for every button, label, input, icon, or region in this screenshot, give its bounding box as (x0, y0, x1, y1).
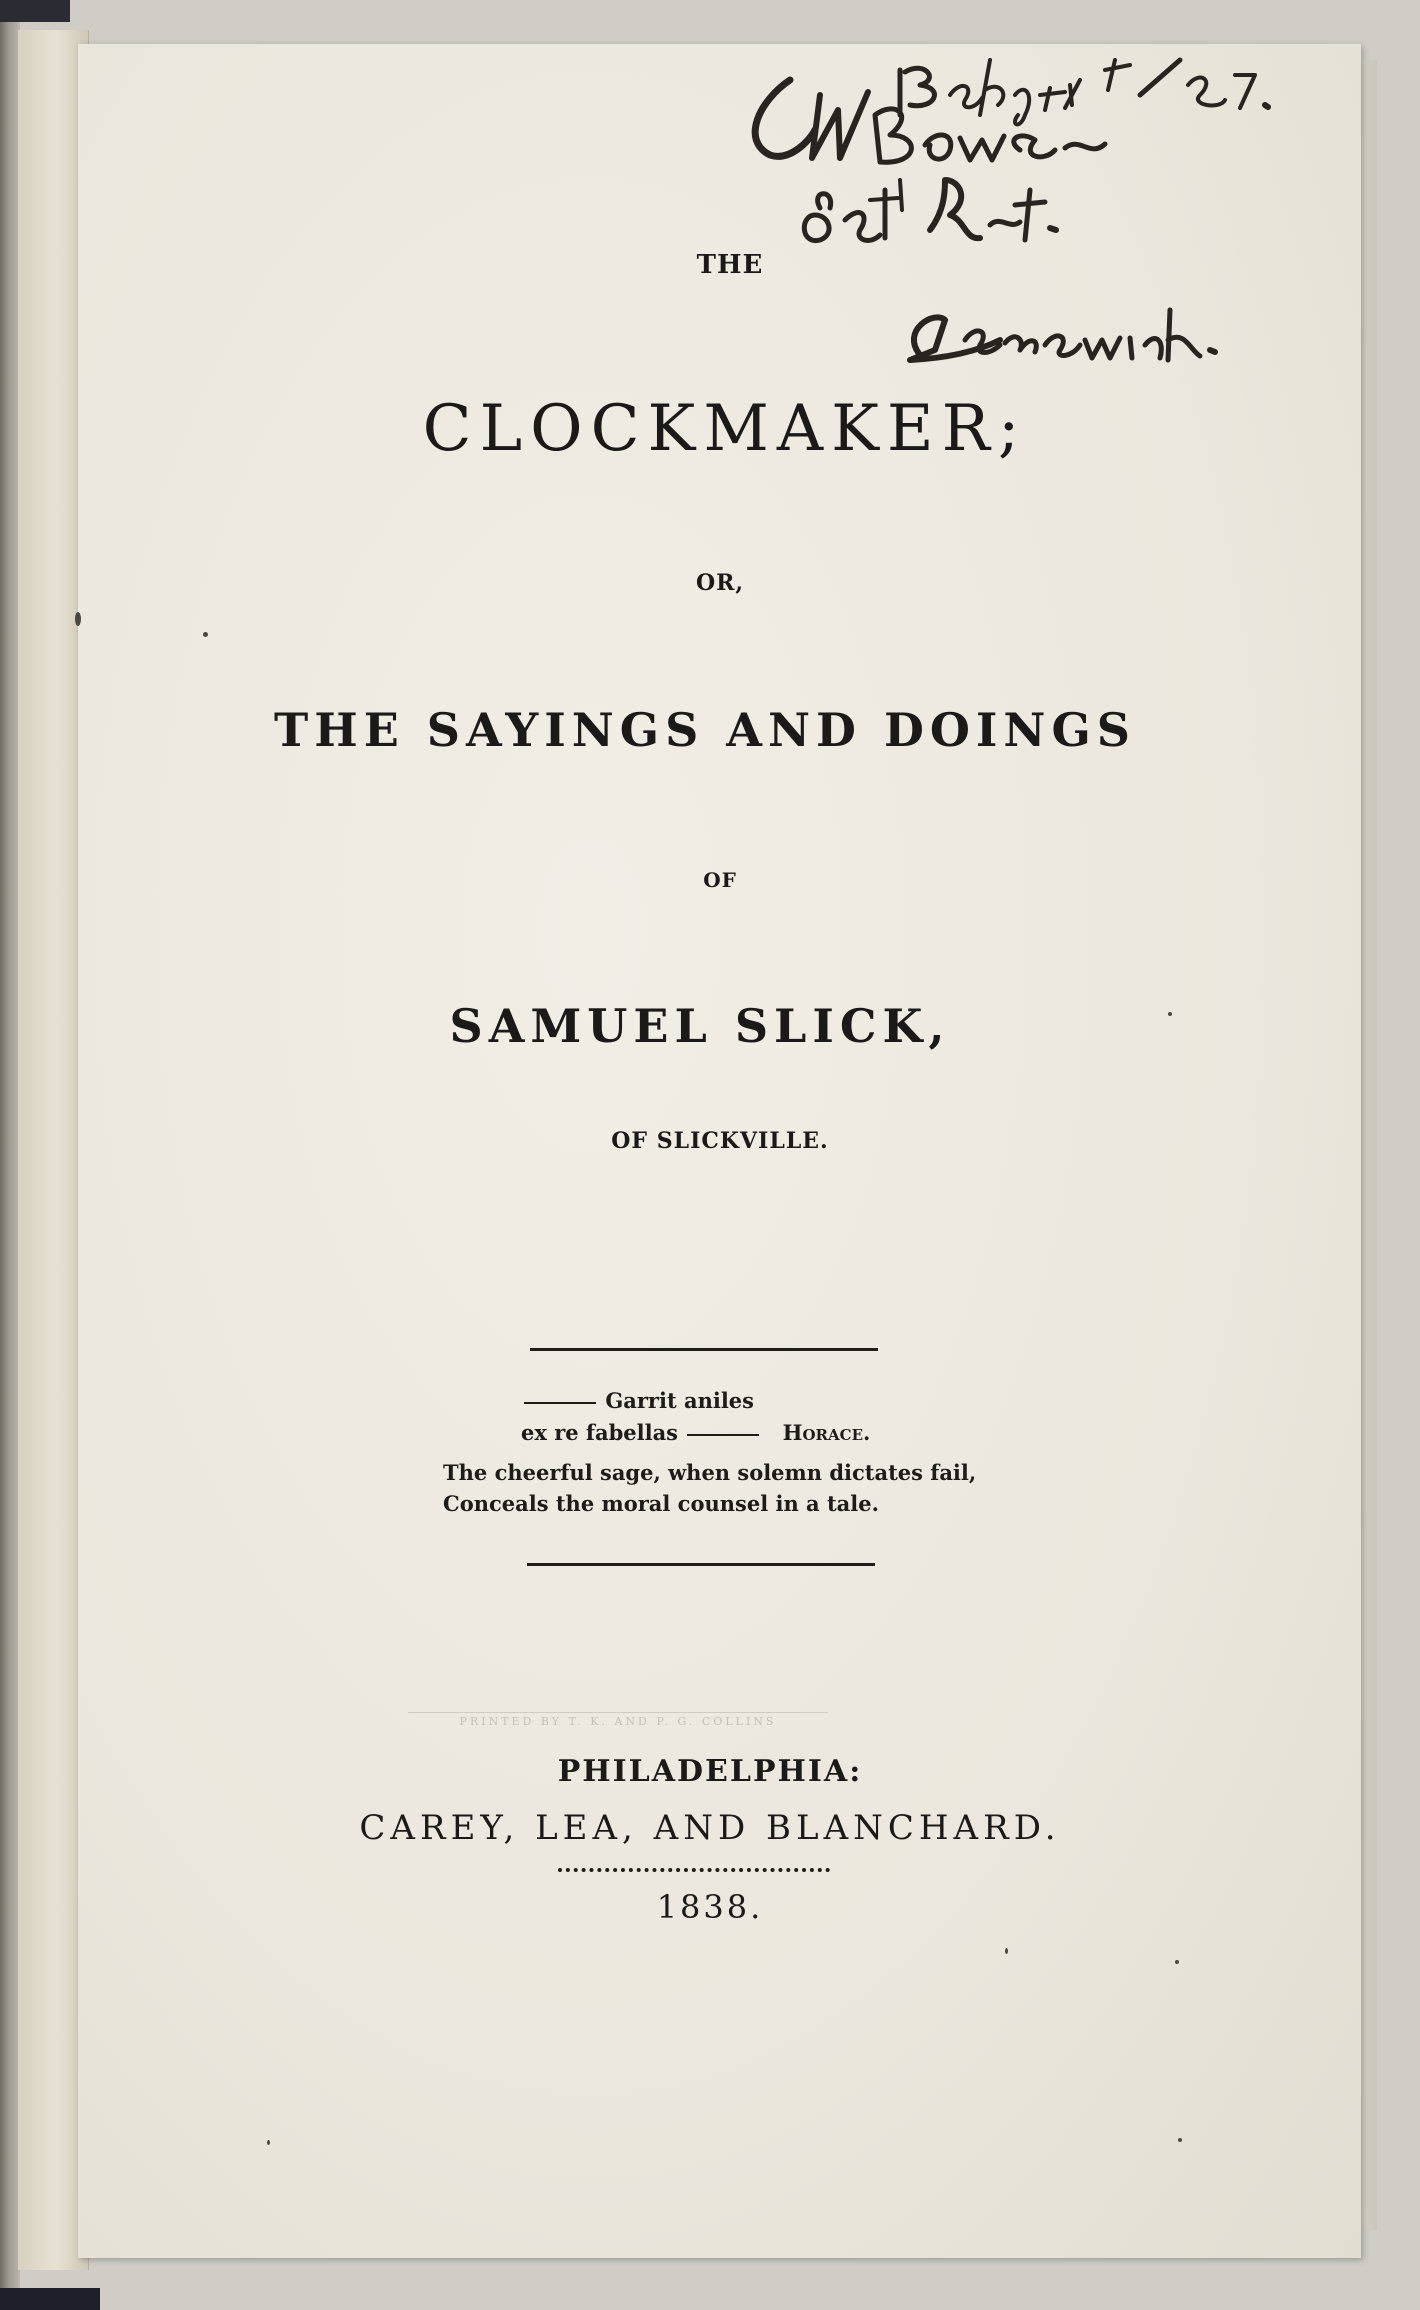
book-subtitle: THE SAYINGS AND DOINGS (274, 703, 1136, 757)
epigraph-attribution: Horace. (782, 1420, 871, 1445)
book-title: CLOCKMAKER; (422, 392, 1028, 466)
binding-corner-top (0, 0, 70, 22)
epigraph-latin-text-1: Garrit aniles (605, 1388, 754, 1413)
ink-speck (1178, 2138, 1182, 2142)
handwritten-inscription (720, 40, 1340, 410)
ink-speck (1005, 1948, 1008, 1954)
epigraph-latin-line-2 (521, 1420, 870, 1445)
imprint-year: 1838. (656, 1888, 764, 1926)
epigraph-english-line-1: The cheerful sage, when solemn dictates fail, (443, 1460, 977, 1485)
bottom-rule (527, 1563, 875, 1566)
title-article: THE (696, 250, 764, 280)
epigraph-latin-text-2: ex re fabellas (521, 1420, 678, 1445)
dash-icon (687, 1434, 759, 1436)
book-spine-edge (0, 0, 20, 2310)
character-place: OF SLICKVILLE. (611, 1128, 829, 1154)
dash-icon (524, 1402, 596, 1404)
imprint-city: PHILADELPHIA: (557, 1754, 863, 1789)
ink-speck (1175, 1960, 1179, 1964)
top-rule (530, 1348, 878, 1351)
ink-speck (75, 612, 81, 626)
epigraph-english-line-2: Conceals the moral counsel in a tale. (443, 1491, 879, 1516)
dotted-rule (558, 1868, 830, 1872)
ink-speck (1168, 1012, 1172, 1016)
binding-corner-bottom (0, 2288, 100, 2310)
show-through-printer-line: PRINTED BY T. K. AND P. G. COLLINS (408, 1712, 828, 1728)
character-name: SAMUEL SLICK, (449, 999, 951, 1053)
epigraph-latin-line-1 (522, 1388, 754, 1413)
title-preposition: OF (703, 868, 737, 892)
ink-speck (203, 632, 208, 637)
ink-speck (267, 2140, 270, 2145)
title-conjunction: OR, (695, 570, 745, 596)
imprint-publisher: CAREY, LEA, AND BLANCHARD. (359, 1808, 1061, 1848)
